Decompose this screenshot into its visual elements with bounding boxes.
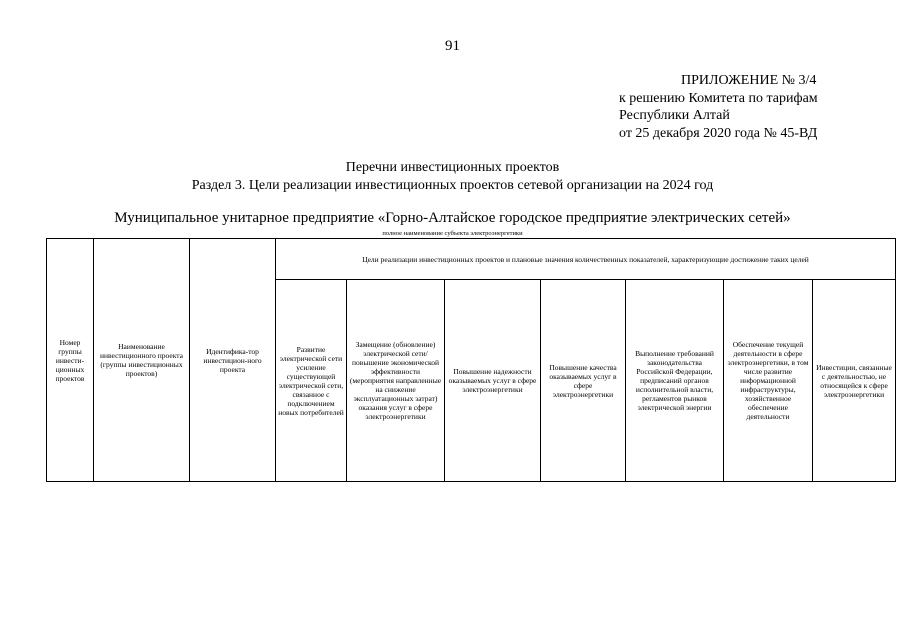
header-goal-reliability: Повышение надежности оказываемых услуг в сфере электроэнергетики	[445, 280, 541, 482]
appendix-block	[619, 72, 818, 142]
appendix-region: Республики Алтай	[619, 108, 730, 123]
document-title: Перечни инвестиционных проектов	[345, 160, 560, 175]
document-titles	[0, 159, 905, 195]
page-number: 91	[445, 38, 460, 54]
section-title: Раздел 3. Цели реализации инвестиционных проектов сетевой организации на 2024 год	[191, 178, 714, 193]
goals-table	[46, 238, 896, 482]
header-goals: Цели реализации инвестиционных проектов и плановые значения количественных показателей, характеризующие достижение таких целей	[276, 239, 896, 280]
appendix-date: от 25 декабря 2020 года № 45-ВД	[619, 125, 818, 141]
header-group-number: Номер группы инвести-ционных проектов	[47, 239, 94, 482]
header-project-id: Идентифика-тор инвестицион-ного проекта	[190, 239, 276, 482]
header-goal-current-activity: Обеспечение текущей деятельности в сфере электроэнергетики, в том числе развитие информационной инфраструктуры, хозяйственное обеспечение деятельности	[724, 280, 813, 482]
appendix-decision: к решению Комитета по тарифам	[619, 90, 818, 106]
header-goal-quality: Повышение качества оказываемых услуг в сфере электроэнергетики	[541, 280, 626, 482]
header-goal-legal-compliance: Выполнение требований законодательства Российской Федерации, предписаний органов исполнительной власти, регламентов рынков электрической энергии	[626, 280, 724, 482]
organization-caption: полное наименование субъекта электроэнергетики	[382, 230, 523, 237]
header-goal-network-renewal: Замещение (обновление) электрической сети/повышение экономической эффективности (мероприятия направленные на снижение эксплуатационных затрат) оказания услуг в сфере электроэнергетики	[347, 280, 445, 482]
header-goal-non-energy-investment: Инвестиции, связанные с деятельностью, не относящейся к сфере электроэнергетики	[813, 280, 896, 482]
appendix-title: ПРИЛОЖЕНИЕ № 3/4	[681, 73, 817, 88]
header-project-name: Наименование инвестиционного проекта (группы инвестиционных проектов)	[94, 239, 190, 482]
organization-name: Муниципальное унитарное предприятие «Горно-Алтайское городское предприятие электрических сетей»	[114, 210, 791, 226]
header-goal-network-development: Развитие электрической сети усиление существующей электрической сети, связанное с подключением новых потребителей	[276, 280, 347, 482]
